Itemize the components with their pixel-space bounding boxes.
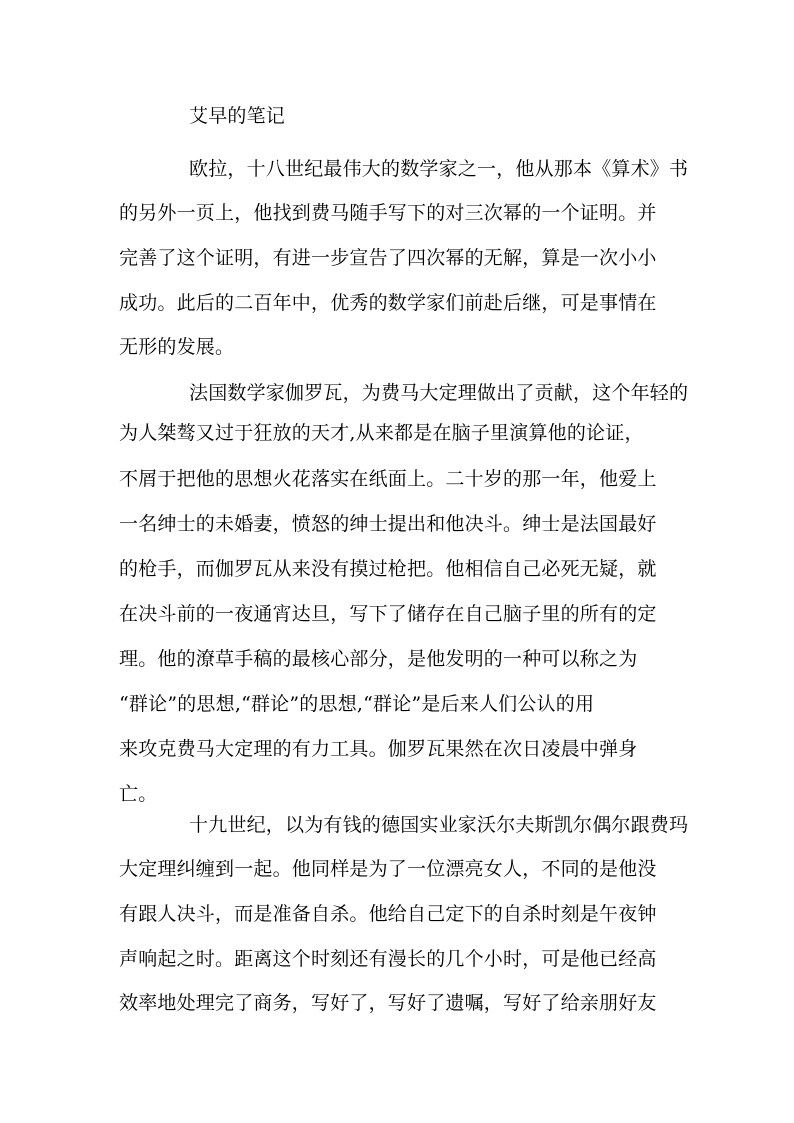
paragraph-line: 来攻克费马大定理的有力工具。伽罗瓦果然在次日凌晨中弹身 bbox=[119, 738, 638, 760]
document-title: 艾早的笔记 bbox=[189, 105, 286, 127]
paragraph-line: 理。他的潦草手稿的最核心部分，是他发明的一种可以称之为 bbox=[119, 648, 638, 670]
paragraph-line: 大定理纠缠到一起。他同样是为了一位漂亮女人，不同的是他没 bbox=[119, 858, 657, 880]
paragraph-line: 的另外一页上，他找到费马随手写下的对三次幂的一个证明。并 bbox=[119, 202, 657, 224]
paragraph-line: 效率地处理完了商务，写好了，写好了遗嘱，写好了给亲朋好友 bbox=[119, 992, 657, 1014]
paragraph-line: 欧拉，十八世纪最伟大的数学家之一，他从那本《算术》书 bbox=[189, 158, 689, 180]
paragraph-line: “群论”的思想,“群论”的思想,“群论”是后来人们公认的用 bbox=[119, 693, 595, 715]
paragraph-line: 的枪手，而伽罗瓦从来没有摸过枪把。他相信自己必死无疑，就 bbox=[119, 558, 657, 580]
paragraph-line: 一名绅士的未婚妻，愤怒的绅士提出和他决斗。绅士是法国最好 bbox=[119, 513, 657, 535]
paragraph-line: 不屑于把他的思想火花落实在纸面上。二十岁的那一年，他爱上 bbox=[119, 468, 657, 490]
paragraph-line: 完善了这个证明，有进一步宣告了四次幂的无解，算是一次小小 bbox=[119, 247, 657, 269]
paragraph-line: 为人桀骜又过于狂放的天才,从来都是在脑子里演算他的论证， bbox=[119, 422, 644, 444]
paragraph-line: 声响起之时。距离这个时刻还有漫长的几个小时，可是他已经高 bbox=[119, 948, 657, 970]
paragraph-line: 无形的发展。 bbox=[119, 336, 235, 358]
paragraph-line: 在决斗前的一夜通宵达旦，写下了储存在自己脑子里的所有的定 bbox=[119, 603, 657, 625]
paragraph-line: 法国数学家伽罗瓦，为费马大定理做出了贡献，这个年轻的 bbox=[189, 382, 689, 404]
paragraph-line: 成功。此后的二百年中，优秀的数学家们前赴后继，可是事情在 bbox=[119, 292, 657, 314]
paragraph-line: 十九世纪，以为有钱的德国实业家沃尔夫斯凯尔偶尔跟费玛 bbox=[189, 814, 689, 836]
paragraph-line: 有跟人决斗，而是准备自杀。他给自己定下的自杀时刻是午夜钟 bbox=[119, 903, 657, 925]
paragraph-line: 亡。 bbox=[119, 783, 158, 805]
